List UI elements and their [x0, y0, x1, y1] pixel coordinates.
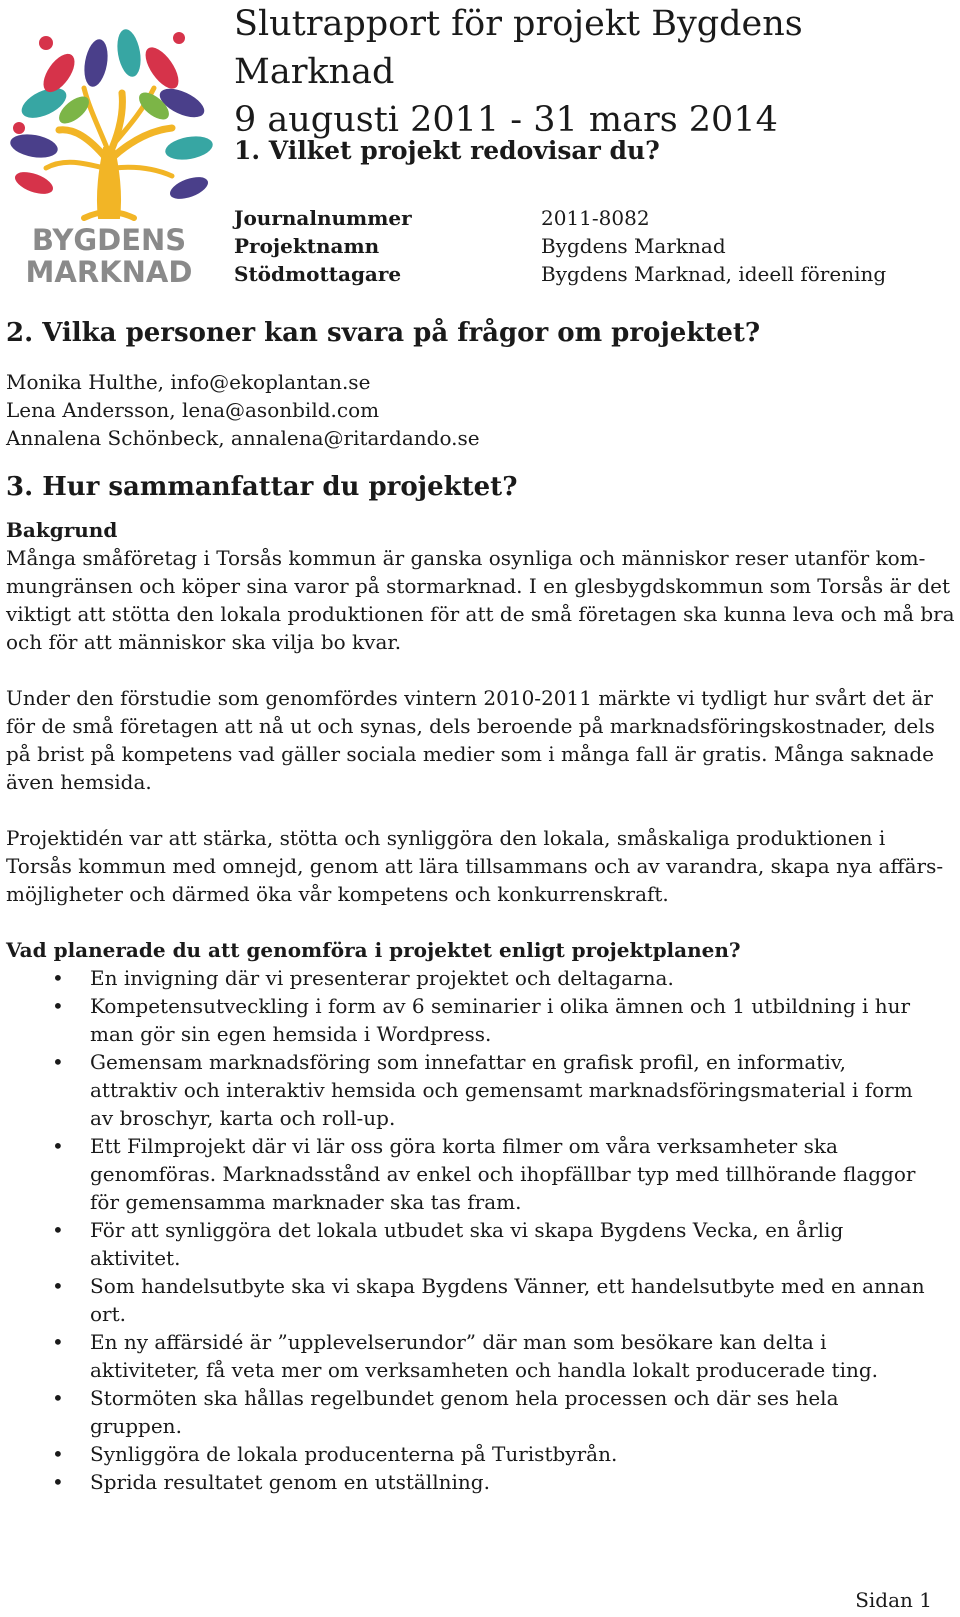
- document-title: [234, 0, 954, 144]
- plan-list-item: • Sprida resultatet genom en utställning.: [6, 1468, 956, 1496]
- info-label: Stödmottagare: [234, 262, 402, 286]
- contact-item: Annalena Schönbeck, annalena@ritardando.se: [6, 426, 480, 450]
- contact-list: [6, 368, 956, 452]
- section1-heading: 1. Vilket projekt redovisar du?: [234, 136, 660, 165]
- plan-list-item: • En ny affärsidé är ”upplevelserundor” där man som besökare kan delta i aktiviteter, få veta mer om verksamheten och handla lokalt producerade ting.: [6, 1328, 956, 1384]
- plan-list: [6, 964, 956, 1496]
- info-value: Bygdens Marknad: [541, 234, 726, 258]
- contact-item: Lena Andersson, lena@asonbild.com: [6, 398, 380, 422]
- paragraph-1: Många småföretag i Torsås kommun är ganska osynliga och människor reser utanför kommungränsen och köper sina varor på stormarknad. I en glesbygdskommun som Torsås är det viktigt att stötta den lokala produktionen för att de små företagen ska kunna leva och må bra och för att människor ska vilja bo kvar.: [6, 546, 955, 654]
- info-row-projektnamn: [234, 232, 886, 260]
- section3-heading: 3. Hur sammanfattar du projektet?: [6, 472, 518, 502]
- contact-item: Monika Hulthe, info@ekoplantan.se: [6, 370, 371, 394]
- project-info-table: [234, 204, 886, 288]
- paragraph-3: Projektidén var att stärka, stötta och synliggöra den lokala, småskaliga produktionen i Torsås kommun med omnejd, genom att lära tillsammans och av varandra, skapa nya affärsmöjligheter och därmed öka vår kompetens och konkurrenskraft.: [6, 826, 944, 906]
- info-row-journalnummer: [234, 204, 886, 232]
- title-line-2: 9 augusti 2011 - 31 mars 2014: [234, 100, 778, 140]
- plan-list-item: • Som handelsutbyte ska vi skapa Bygdens Vänner, ett handelsutbyte med en annan ort.: [6, 1272, 956, 1328]
- plan-list-item: • Gemensam marknadsföring som innefattar en grafisk profil, en informativ, attraktiv och interaktiv hemsida och gemensamt marknadsföringsmaterial i form av broschyr, karta och roll-up.: [6, 1048, 956, 1132]
- plan-list-item: • Kompetensutveckling i form av 6 seminarier i olika ämnen och 1 utbildning i hur man gör sin egen hemsida i Wordpress.: [6, 992, 956, 1048]
- title-line-1: Slutrapport för projekt Bygdens Marknad: [234, 4, 803, 92]
- plan-heading: Vad planerade du att genomföra i projektet enligt projektplanen?: [6, 938, 741, 962]
- logo-text-line2: MARKNAD: [25, 255, 193, 289]
- plan-list-item: • Synliggöra de lokala producenterna på Turistbyrån.: [6, 1440, 956, 1468]
- page-number: Sidan 1: [855, 1588, 932, 1612]
- info-row-stodmottagare: [234, 260, 886, 288]
- info-label: Journalnummer: [234, 206, 412, 230]
- info-value: 2011-8082: [541, 206, 650, 230]
- background-heading: Bakgrund: [6, 518, 118, 542]
- plan-list-item: • Ett Filmprojekt där vi lär oss göra korta filmer om våra verksamheter ska genomföras. Marknadsstånd av enkel och ihopfällbar typ med tillhörande flaggor för gemensamma marknader ska tas fram.: [6, 1132, 956, 1216]
- info-value: Bygdens Marknad, ideell förening: [541, 262, 887, 286]
- section2-heading: 2. Vilka personer kan svara på frågor om projektet?: [6, 318, 761, 348]
- plan-list-item: • För att synliggöra det lokala utbudet ska vi skapa Bygdens Vecka, en årlig aktivitet.: [6, 1216, 956, 1272]
- plan-list-item: • En invigning där vi presenterar projektet och deltagarna.: [6, 964, 956, 992]
- tree-logo-icon: [4, 18, 214, 293]
- info-label: Projektnamn: [234, 234, 380, 258]
- plan-list-item: • Stormöten ska hållas regelbundet genom hela processen och där ses hela gruppen.: [6, 1384, 956, 1440]
- main-content: [6, 316, 956, 1496]
- logo-text-line1: BYGDENS: [31, 223, 187, 257]
- paragraph-2: Under den förstudie som genomfördes vintern 2010-2011 märkte vi tydligt hur svårt det är för de små företagen att nå ut och synas, dels beroende på marknadsföringskostnader, dels på brist på kompetens vad gäller sociala medier som i många fall är gratis. Många saknade även hemsida.: [6, 686, 935, 794]
